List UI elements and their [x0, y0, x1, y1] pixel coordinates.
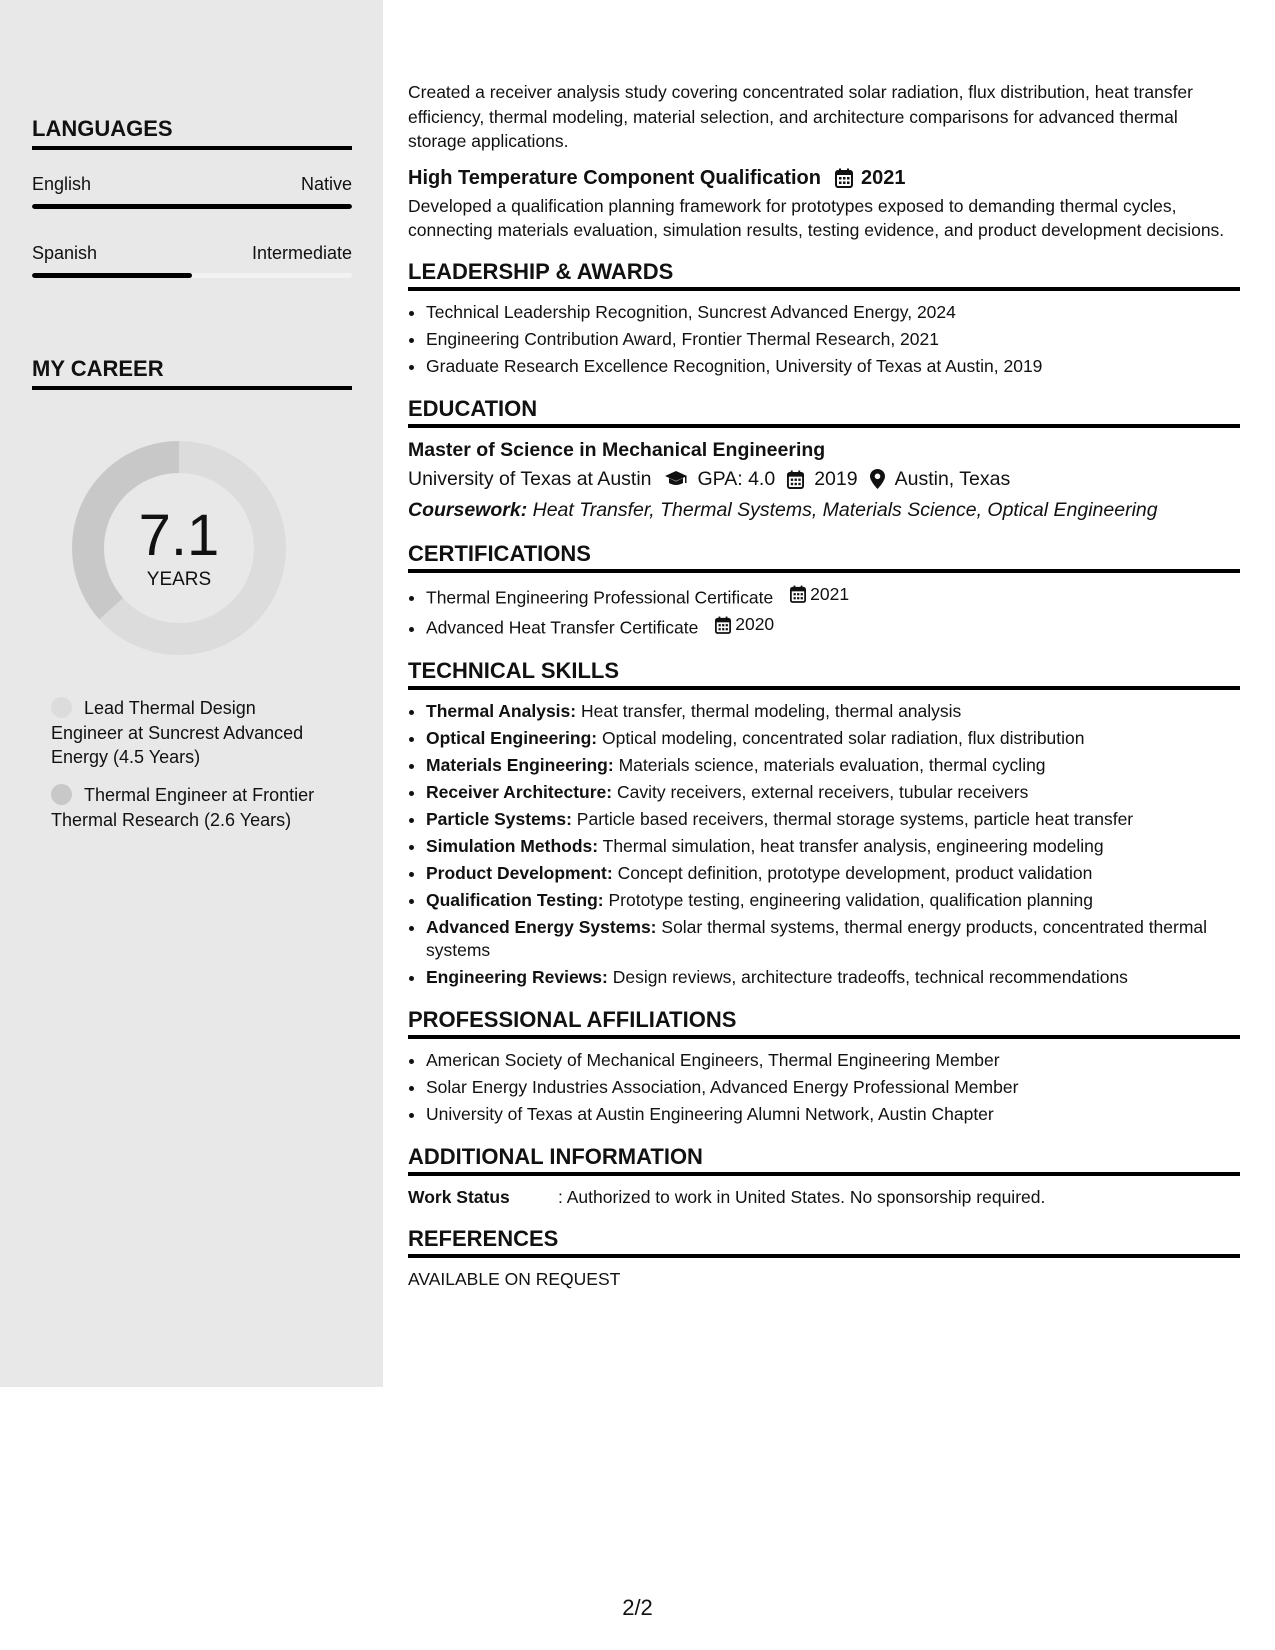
list-item [426, 752, 1240, 779]
career-heading: MY CAREER [32, 357, 352, 390]
certification-name: Advanced Heat Transfer Certificate [426, 617, 699, 638]
skill-text: Solar thermal systems, thermal energy products, concentrated thermal systems [426, 916, 1208, 960]
language-bar-spanish [32, 273, 352, 278]
language-name: Spanish [32, 243, 98, 263]
skill-text: Design reviews, architecture tradeoffs, technical recommendations [612, 966, 1128, 987]
skill-text: Concept definition, prototype development, product validation [617, 862, 1093, 883]
skill-label: Simulation Methods: [426, 835, 599, 856]
list-item: • Engineering Contribution Award, Frontier Thermal Research, 2021 [426, 326, 1240, 353]
career-item-lead [51, 696, 331, 770]
work-status-value: : Authorized to work in United States. No sponsorship required. [558, 1186, 1046, 1207]
list-item [426, 964, 1240, 991]
list-item [426, 611, 1240, 642]
coursework-label: Coursework: [408, 498, 528, 521]
skills-heading: TECHNICAL SKILLS [408, 658, 1240, 690]
list-item [426, 914, 1240, 964]
career-total-value: 7.1 [138, 503, 220, 568]
project-title: High Temperature Component Qualification [408, 166, 821, 189]
career-item-engineer [51, 783, 331, 832]
project-intro-paragraph: Created a receiver analysis study covering concentrated solar radiation, flux distribution, heat transfer efficiency, thermal modeling, material selection, and architecture comparisons for advanced thermal storage applications. [408, 82, 1193, 151]
list-item: • Solar Energy Industries Association, Advanced Energy Professional Member [426, 1074, 1240, 1101]
calendar-icon [715, 616, 731, 634]
certification-year: 2021 [810, 583, 850, 604]
skill-label: Particle Systems: [426, 808, 572, 829]
list-item [426, 779, 1240, 806]
main-content [408, 80, 1240, 1292]
skill-text: Thermal simulation, heat transfer analysis, engineering modeling [602, 835, 1104, 856]
affiliations-heading: PROFESSIONAL AFFILIATIONS [408, 1007, 1240, 1039]
education-school: University of Texas at Austin [408, 467, 652, 490]
skill-text: Optical modeling, concentrated solar radiation, flux distribution [602, 727, 1085, 748]
education-coursework [408, 495, 1240, 525]
language-row-english [32, 173, 352, 195]
project-description: Developed a qualification planning framework for prototypes exposed to demanding thermal cycles, connecting materials evaluation, simulation results, testing evidence, and product development decisions. [408, 195, 1225, 240]
education-location: Austin, Texas [894, 467, 1011, 490]
career-item-text: Lead Thermal Design Engineer at Suncrest Advanced Energy (4.5 Years) [51, 698, 304, 767]
skill-label: Engineering Reviews: [426, 966, 608, 987]
language-bar-fill [32, 204, 352, 209]
skill-text: Cavity receivers, external receivers, tubular receivers [616, 781, 1029, 802]
work-status-label: Work Status [408, 1186, 510, 1207]
certifications-list [408, 581, 1240, 642]
skill-label: Receiver Architecture: [426, 781, 613, 802]
work-status-row [408, 1184, 1240, 1210]
career-legend-dot [51, 784, 72, 805]
skill-text: Heat transfer, thermal modeling, thermal analysis [580, 700, 962, 721]
references-heading: REFERENCES [408, 1226, 1240, 1258]
leadership-heading: LEADERSHIP & AWARDS [408, 259, 1240, 291]
certification-year: 2020 [735, 614, 775, 634]
location-pin-icon [870, 469, 885, 489]
list-item [426, 806, 1240, 833]
additional-info-heading: ADDITIONAL INFORMATION [408, 1144, 1240, 1176]
education-heading: EDUCATION [408, 396, 1240, 428]
list-item [426, 860, 1240, 887]
skills-list [408, 698, 1240, 991]
list-item [426, 725, 1240, 752]
project-year: 2021 [861, 166, 906, 189]
language-bar-fill [32, 273, 192, 278]
career-total-unit: YEARS [146, 569, 212, 590]
list-item [426, 887, 1240, 914]
career-item-text: Thermal Engineer at Frontier Thermal Research (2.6 Years) [51, 785, 315, 830]
list-item: • American Society of Mechanical Engineers, Thermal Engineering Member [426, 1047, 1240, 1074]
calendar-icon [835, 168, 853, 188]
page-number: 2/2 [622, 1595, 653, 1620]
graduation-cap-icon [664, 470, 688, 488]
language-name: English [32, 174, 92, 194]
skill-label: Thermal Analysis: [426, 700, 577, 721]
language-row-spanish [32, 242, 352, 264]
leadership-list [408, 299, 1240, 380]
education-gpa: GPA: 4.0 [697, 467, 776, 490]
coursework-text: Heat Transfer, Thermal Systems, Materials Science, Optical Engineering [532, 498, 1158, 521]
skill-label: Optical Engineering: [426, 727, 598, 748]
career-legend-dot [51, 697, 72, 718]
list-item: • University of Texas at Austin Engineering Alumni Network, Austin Chapter [426, 1101, 1240, 1128]
skill-label: Product Development: [426, 862, 613, 883]
skill-text: Prototype testing, engineering validation, qualification planning [608, 889, 1093, 910]
list-item: • Technical Leadership Recognition, Suncrest Advanced Energy, 2024 [426, 299, 1240, 326]
skill-text: Particle based receivers, thermal storage systems, particle heat transfer [576, 808, 1134, 829]
skill-label: Materials Engineering: [426, 754, 614, 775]
education-degree: Master of Science in Mechanical Engineering [408, 438, 826, 461]
education-details [408, 464, 1240, 495]
calendar-icon [787, 470, 804, 489]
project-title-row [408, 164, 1240, 192]
language-level: Intermediate [251, 243, 352, 263]
certification-name: Thermal Engineering Professional Certificate [426, 587, 774, 607]
skill-label: Advanced Energy Systems: [426, 916, 657, 937]
skill-text: Materials science, materials evaluation, thermal cycling [618, 754, 1046, 775]
list-item [426, 698, 1240, 725]
education-year: 2019 [814, 467, 858, 490]
list-item: • Graduate Research Excellence Recognition, University of Texas at Austin, 2019 [426, 353, 1240, 380]
list-item [426, 833, 1240, 860]
language-level: Native [300, 174, 352, 194]
affiliations-list [408, 1047, 1240, 1128]
skill-label: Qualification Testing: [426, 889, 604, 910]
languages-heading: LANGUAGES [32, 117, 352, 150]
list-item [426, 581, 1240, 612]
references-text: AVAILABLE ON REQUEST [408, 1268, 621, 1289]
certifications-heading: CERTIFICATIONS [408, 541, 1240, 573]
sidebar [0, 0, 383, 1387]
calendar-icon [790, 585, 806, 603]
language-bar-english [32, 204, 352, 209]
